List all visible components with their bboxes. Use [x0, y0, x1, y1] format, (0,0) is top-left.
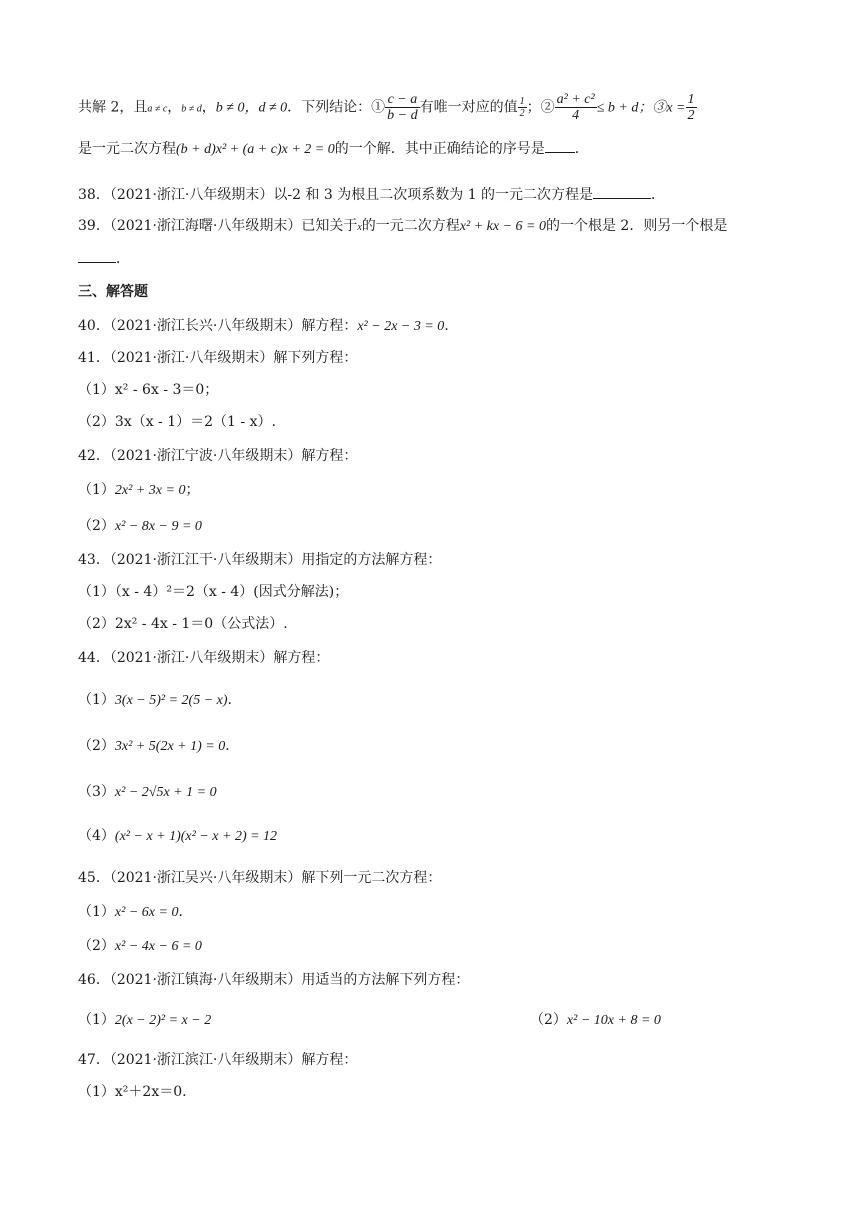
q45-part1: （1）x² − 6x = 0．	[78, 904, 193, 920]
q37-fraction-1: $\frac{c - a}{b - d}$	[387, 92, 418, 123]
q41-part2: （2）3x（x - 1）＝2（1 - x）.	[78, 414, 276, 430]
q40-equation: x² − 2x − 3 = 0	[357, 319, 445, 334]
q46: 46．（2021·浙江镇海·八年级期末）用适当的方法解下列方程：	[78, 972, 470, 988]
section-heading: 三、解答题	[78, 284, 148, 300]
q38: 38．（2021·浙江·八年级期末）以-2 和 3 为根且二次项系数为 1 的一元二次方程是 ．	[78, 184, 800, 205]
q45: 45．（2021·浙江吴兴·八年级期末）解下列一元二次方程：	[78, 870, 442, 886]
q39-line2: ．	[78, 248, 800, 269]
q47-part1: （1）x²＋2x＝0.	[78, 1084, 187, 1100]
answer-blank	[593, 184, 651, 199]
q37-text: ；②	[526, 99, 555, 116]
q41: 41．（2021·浙江·八年级期末）解下列方程：	[78, 350, 358, 366]
q37-cond1: a ≠ c	[147, 103, 168, 115]
q37-x-eq: x =	[666, 100, 686, 116]
q43: 43．（2021·浙江江干·八年级期末）用指定的方法解方程：	[78, 552, 442, 568]
q40: 40．（2021·浙江长兴·八年级期末）解方程：x² − 2x − 3 = 0．	[78, 318, 459, 334]
q37-line1: 共解 2，且a ≠ c，b ≠ d，b ≠ 0，d ≠ 0．下列结论：① $\frac{c - a}{b - d}$ 有唯一对应的值 $\frac{1}{2}$ ；② $\frac{\text{a² + c²}}{4}$ ≤ b + d；③x = $\frac{1}{2}$	[78, 92, 695, 123]
q37-text: ≤ b + d；③	[596, 100, 667, 116]
q44: 44．（2021·浙江·八年级期末）解方程：	[78, 650, 330, 666]
q37-fraction-2: $\frac{1}{2}$	[519, 96, 525, 119]
q37-cond3: b ≠ 0，d ≠ 0	[215, 100, 288, 116]
q44-part2: （2）3x² + 5(2x + 1) = 0．	[78, 738, 240, 754]
q44-part3: （3）x² − 2√5x + 1 = 0	[78, 784, 217, 800]
q42-part1: （1）2x² + 3x = 0；	[78, 482, 200, 498]
q46-part1: （1）2(x − 2)² = x − 2 （2）x² − 10x + 8 = 0	[78, 1010, 800, 1031]
q42-part2: （2）x² − 8x − 9 = 0	[78, 518, 202, 534]
q46-part2: （2）x² − 10x + 8 = 0	[530, 1012, 661, 1028]
q37-text: ．下列结论：①	[287, 99, 386, 116]
q43-part1: （1）（x - 4）²＝2（x - 4）(因式分解法)；	[78, 584, 349, 600]
answer-blank	[78, 248, 116, 263]
q37-fraction-3: $\frac{\text{a² + c²}}{4}$	[556, 92, 595, 123]
q37-fraction-4: $\frac{1}{2}$	[687, 92, 695, 123]
q42: 42．（2021·浙江宁波·八年级期末）解方程：	[78, 448, 358, 464]
q41-part1: （1）x² - 6x - 3＝0；	[78, 382, 219, 398]
q37-text: 共解 2，且	[78, 99, 148, 116]
q37-line2: 是一元二次方程(b + d)x² + (a + c)x + 2 = 0的一个解．其中正确结论的序号是 ．	[78, 138, 800, 160]
q44-part4: （4）(x² − x + 1)(x² − x + 2) = 12	[78, 828, 278, 844]
q39-equation: x² + kx − 6 = 0	[459, 219, 546, 234]
q44-part1: （1）3(x − 5)² = 2(5 − x)．	[78, 692, 242, 708]
q37-text: 有唯一对应的值	[419, 99, 518, 116]
answer-blank	[545, 138, 575, 153]
q37-equation: (b + d)x² + (a + c)x + 2 = 0	[176, 142, 335, 157]
q47: 47．（2021·浙江滨江·八年级期末）解方程：	[78, 1052, 358, 1068]
q45-part2: （2）x² − 4x − 6 = 0	[78, 938, 202, 954]
q39-line1: 39．（2021·浙江海曙·八年级期末）已知关于x的一元二次方程x² + kx − 6 = 0的一个根是 2．则另一个根是	[78, 218, 728, 234]
q37-cond2: b ≠ d	[181, 103, 202, 115]
q43-part2: （2）2x² - 4x - 1＝0（公式法）.	[78, 616, 288, 632]
